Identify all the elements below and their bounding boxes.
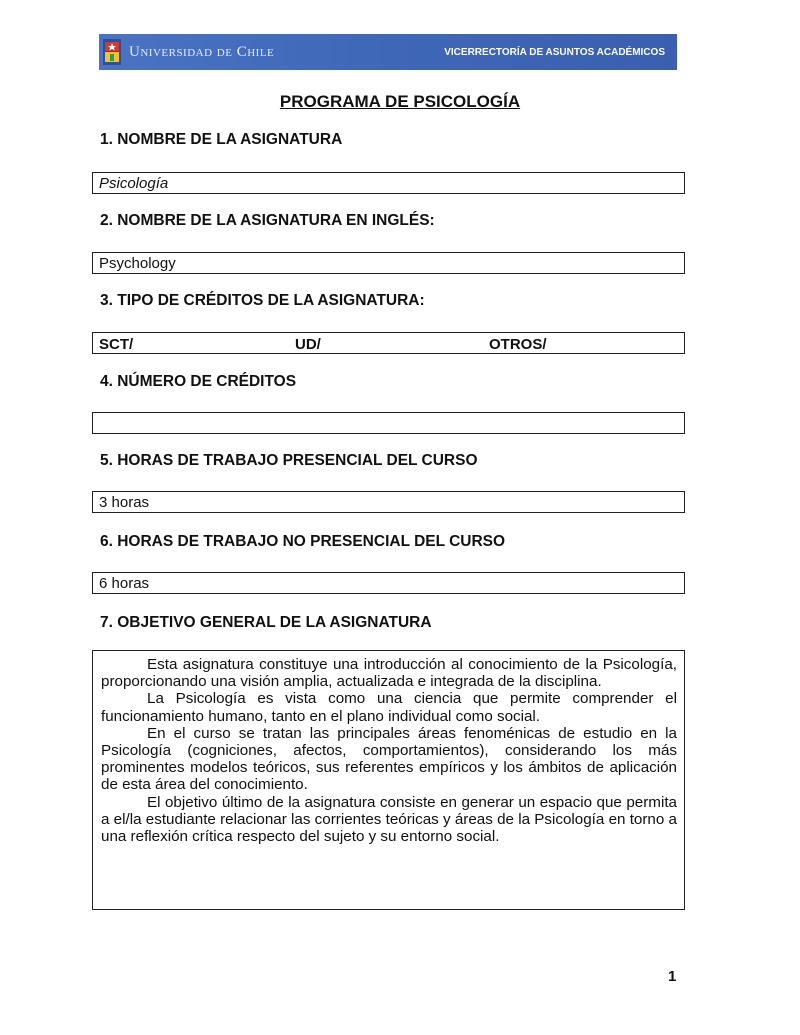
section-2-heading: 2. NOMBRE DE LA ASIGNATURA EN INGLÉS: xyxy=(100,212,435,229)
header-banner xyxy=(99,34,677,70)
credit-number-field xyxy=(92,412,685,434)
section-1-heading: 1. NOMBRE DE LA ASIGNATURA xyxy=(100,131,343,148)
objective-paragraph: El objetivo último de la asignatura consiste en generar un espacio que permita a el/la estudiante relacionar las corrientes teóricas y áreas de la Psicología en torno a una reflexión crítica respecto del sujeto y su entorno social. xyxy=(101,793,677,846)
objective-paragraph: En el curso se tratan las principales áreas fenoménicas de estudio en la Psicología (cogniciones, afectos, comportamientos), considerando los más prominentes modelos teóricos, sus referentes empíricos y los ámbitos de aplicación de esta área del conocimiento. xyxy=(101,724,677,794)
credit-type-field xyxy=(92,332,685,354)
page-title: PROGRAMA DE PSICOLOGÍA xyxy=(279,92,521,111)
objective-box xyxy=(92,650,685,910)
course-name-field: Psicología xyxy=(92,172,685,194)
objective-paragraph: Esta asignatura constituye una introducción al conocimiento de la Psicología, proporcionando una visión amplia, actualizada e integrada de la disciplina. xyxy=(101,656,677,691)
section-4-heading: 4. NÚMERO DE CRÉDITOS xyxy=(100,373,297,390)
objective-paragraph: La Psicología es vista como una ciencia que permite comprender el funcionamiento humano, tanto en el plano individual como social. xyxy=(101,690,677,725)
remote-hours-field: 6 horas xyxy=(92,572,685,594)
course-name-english-field: Psychology xyxy=(92,252,685,274)
credit-type-otros: OTROS/ xyxy=(489,336,547,353)
section-7-heading: 7. OBJETIVO GENERAL DE LA ASIGNATURA xyxy=(100,614,432,631)
credit-type-sct: SCT/ xyxy=(99,336,134,353)
university-logo-icon xyxy=(103,39,121,65)
university-name: Universidad de Chile xyxy=(129,43,275,60)
in-person-hours-field: 3 horas xyxy=(92,491,685,513)
credit-type-ud: UD/ xyxy=(295,336,321,353)
section-5-heading: 5. HORAS DE TRABAJO PRESENCIAL DEL CURSO xyxy=(100,452,478,469)
section-3-heading: 3. TIPO DE CRÉDITOS DE LA ASIGNATURA: xyxy=(100,292,425,309)
vicerrectoria-label: VICERRECTORÍA DE ASUNTOS ACADÉMICOS xyxy=(444,46,665,58)
page-number: 1 xyxy=(668,968,677,985)
section-6-heading: 6. HORAS DE TRABAJO NO PRESENCIAL DEL CURSO xyxy=(100,533,506,550)
